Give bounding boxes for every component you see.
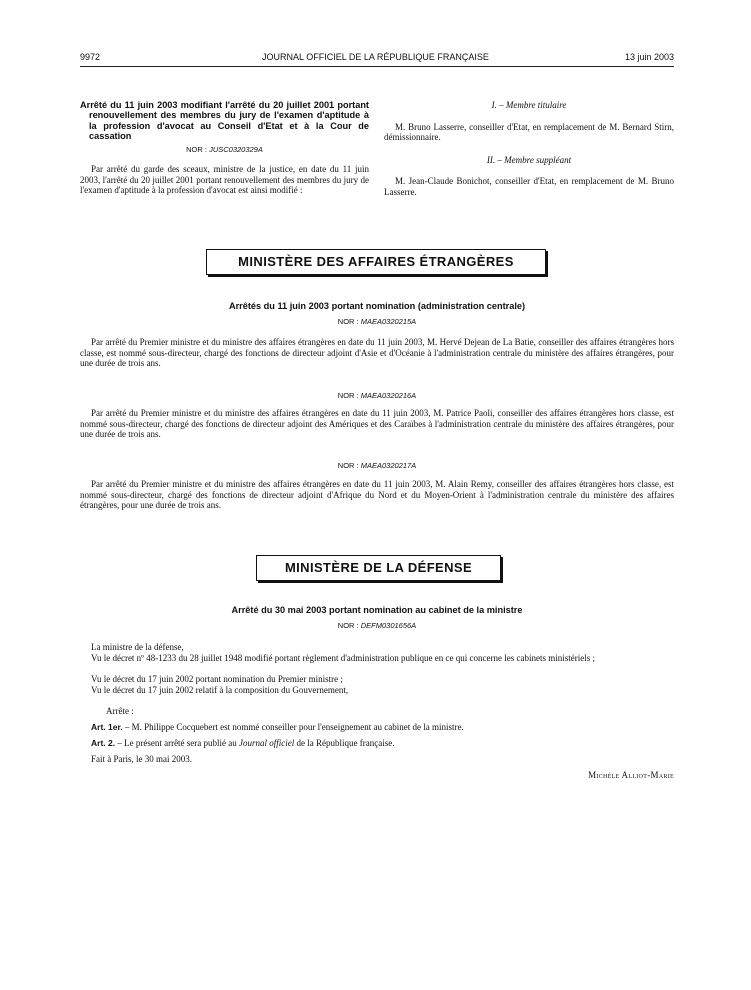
nor-code: MAEA0320217A — [360, 461, 417, 470]
nor-label: NOR : — [337, 621, 359, 630]
nor-label: NOR : — [186, 144, 207, 154]
article-1-label: Art. 1er. — [91, 722, 123, 732]
justice-nor — [80, 145, 369, 156]
affaires-paragraph-2: Par arrêté du Premier ministre et du ministre des affaires étrangères en date du 11 juin 2003, M. Patrice Paoli, conseiller des affaires étrangères hors classe, est nommé sous-directeur, chargé des fonctions de directeur adjoint des Amériques et des Caraïbes à l'administration centrale du ministère des affaires étrangères, pour une durée de trois ans. — [80, 408, 674, 440]
defense-vu-3: Vu le décret du 17 juin 2002 relatif à la composition du Gouvernement, — [91, 685, 349, 695]
defense-article-1 — [91, 722, 464, 733]
nor-code: JUSC0320329A — [209, 144, 263, 154]
page-number: 9972 — [80, 52, 101, 62]
justice-right-column — [384, 100, 674, 198]
affaires-paragraph-1: Par arrêté du Premier ministre et du ministre des affaires étrangères en date du 11 juin 2003, M. Hervé Dejean de La Batie, conseiller des affaires étrangères hors classe, est nommé sous-directeur, chargé des fonctions de directeur adjoint d'Asie et d'Océanie à l'administration centrale du ministère des affaires étrangères, pour une durée de trois ans. — [80, 337, 674, 369]
defense-arrete: Arrête : — [106, 706, 134, 716]
defense-nor — [80, 621, 674, 630]
defense-vu-1: Vu le décret nº 48-1233 du 28 juillet 1948 modifié portant règlement d'administration publique en ce qui concerne les cabinets ministériels ; — [91, 653, 595, 663]
journal-officiel-italic: Journal officiel — [239, 738, 295, 748]
article-1-text: – M. Philippe Cocquebert est nommé conseiller pour l'enseignement au cabinet de la ministre. — [122, 722, 464, 732]
section-membre-suppleant-text: M. Jean-Claude Bonichot, conseiller d'Etat, en remplacement de M. Bruno Lasserre. — [384, 176, 674, 197]
justice-body: Par arrêté du garde des sceaux, ministre de la justice, en date du 11 juin 2003, l'arrêté du 20 juillet 2001 portant renouvellement des membres du jury de l'examen d'aptitude à la profession d'avocat est ainsi modifié : — [80, 164, 369, 196]
article-2-label: Art. 2. — [91, 738, 116, 748]
affaires-title: Arrêtés du 11 juin 2003 portant nomination (administration centrale) — [228, 301, 526, 311]
defense-title: Arrêté du 30 mai 2003 portant nomination au cabinet de la ministre — [231, 605, 523, 615]
ministry-defense-box: MINISTÈRE DE LA DÉFENSE — [256, 555, 501, 581]
defense-intro: La ministre de la défense, — [91, 642, 184, 652]
journal-title: JOURNAL OFFICIEL DE LA RÉPUBLIQUE FRANÇAISE — [262, 52, 489, 62]
defense-vu-2: Vu le décret du 17 juin 2002 portant nomination du Premier ministre ; — [91, 674, 343, 684]
affaires-nor-1 — [80, 317, 674, 326]
article-2-text-after: de la République française. — [294, 738, 395, 748]
nor-code: DEFM0301656A — [360, 621, 417, 630]
defense-fait: Fait à Paris, le 30 mai 2003. — [91, 754, 192, 764]
nor-code: MAEA0320215A — [360, 317, 417, 326]
section-membre-titulaire-text: M. Bruno Lasserre, conseiller d'Etat, en remplacement de M. Bernard Stirn, démissionnaire. — [384, 121, 674, 143]
affaires-nor-3 — [80, 461, 674, 470]
nor-label: NOR : — [337, 461, 359, 470]
nor-label: NOR : — [337, 317, 359, 326]
justice-title: Arrêté du 11 juin 2003 modifiant l'arrêté du 20 juillet 2001 portant renouvellement des membres du jury de l'examen d'aptitude à la profession d'avocat au Conseil d'Etat et à la Cour de cassation — [80, 100, 369, 142]
justice-left-column — [80, 100, 369, 196]
header-rule — [80, 66, 674, 67]
publication-date: 13 juin 2003 — [624, 52, 674, 62]
signature: Michèle Alliot-Marie — [588, 770, 674, 780]
nor-code: MAEA0320216A — [360, 391, 417, 400]
ministry-affaires-etrangeres-box: MINISTÈRE DES AFFAIRES ÉTRANGÈRES — [206, 249, 546, 275]
affaires-paragraph-3: Par arrêté du Premier ministre et du ministre des affaires étrangères en date du 11 juin 2003, M. Alain Remy, conseiller des affaires étrangères hors classe, est nommé sous-directeur, chargé des fonctions de directeur adjoint d'Afrique du Nord et du Moyen-Orient à l'administration centrale du ministère des affaires étrangères, pour une durée de trois ans. — [80, 479, 674, 511]
article-2-text-before: – Le présent arrêté sera publié au — [115, 738, 240, 748]
nor-label: NOR : — [337, 391, 359, 400]
section-membre-titulaire-title: I. – Membre titulaire — [491, 100, 567, 110]
defense-article-2 — [91, 738, 395, 749]
section-membre-suppleant-title: II. – Membre suppléant — [486, 154, 572, 165]
affaires-nor-2 — [80, 391, 674, 400]
